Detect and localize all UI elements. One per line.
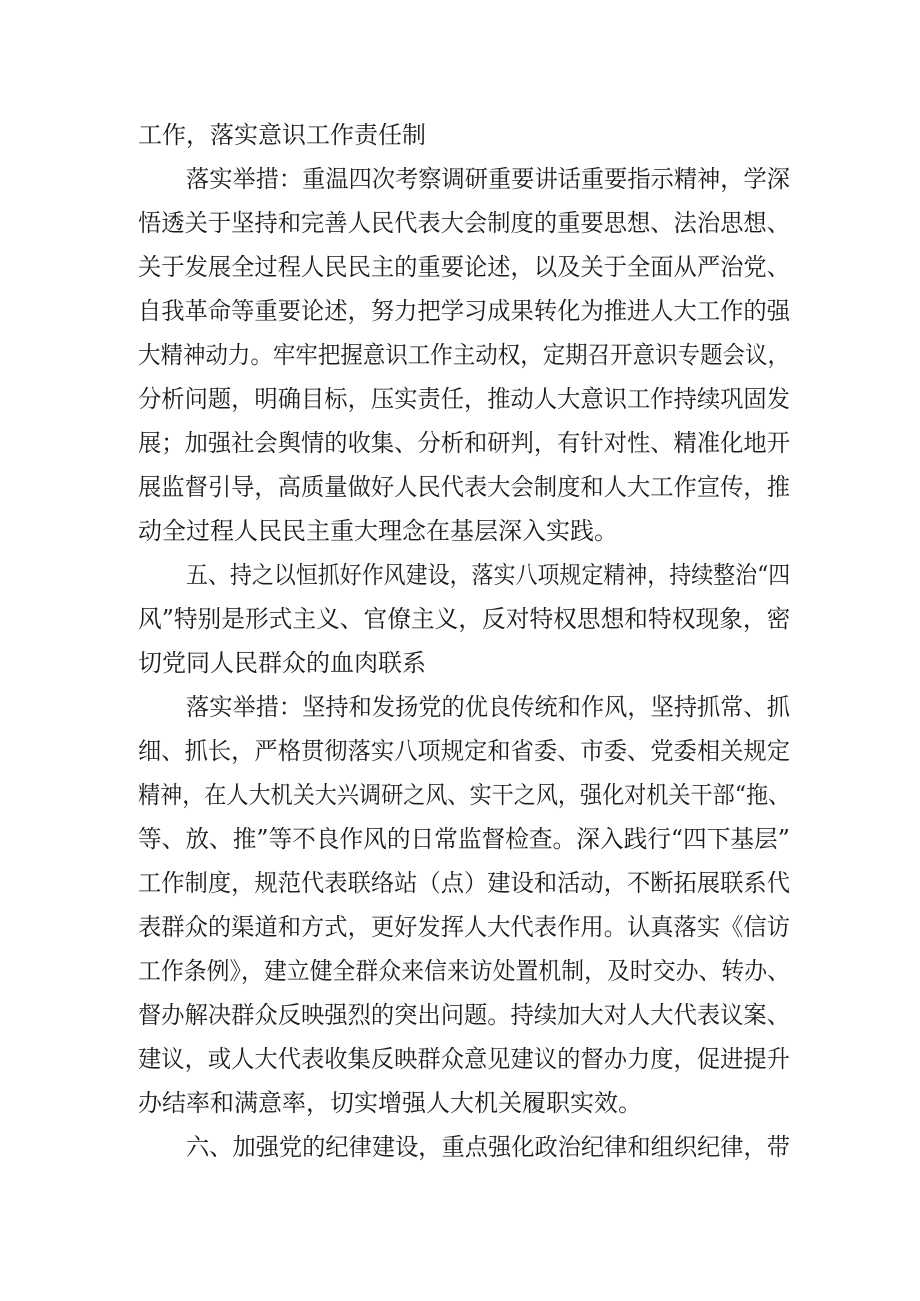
text-line: 动全过程人民民主重大理念在基层深入实践。 (138, 517, 618, 545)
text-line: 精神，在人大机关大兴调研之风、实干之风，强化对机关干部“拖、 (138, 781, 791, 809)
text-line: 等、放、推”等不良作风的日常监督检查。深入践行“四下基层” (138, 825, 790, 853)
text-line: 切党同人民群众的血肉联系 (138, 649, 426, 677)
text-line: 督办解决群众反映强烈的突出问题。持续加大对人大代表议案、 (138, 1001, 790, 1029)
text-line: 大精神动力。牢牢把握意识工作主动权，定期召开意识专题会议， (138, 341, 791, 369)
text-line: 工作制度，规范代表联络站（点）建设和活动，不断拓展联系代 (138, 869, 790, 897)
text-line: 表群众的渠道和方式，更好发挥人大代表作用。认真落实《信访 (138, 913, 790, 941)
text-line: 自我革命等重要论述，努力把学习成果转化为推进人大工作的强 (138, 297, 790, 325)
text-line: 细、抓长，严格贯彻落实八项规定和省委、市委、党委相关规定 (138, 737, 790, 765)
text-line: 分析问题，明确目标，压实责任，推动人大意识工作持续巩固发 (138, 385, 790, 413)
text-line: 落实举措：重温四次考察调研重要讲话重要指示精神，学深 (186, 165, 790, 193)
text-line: 展监督引导，高质量做好人民代表大会制度和人大工作宣传，推 (138, 473, 790, 501)
text-line: 六、加强党的纪律建设，重点强化政治纪律和组织纪律，带 (186, 1133, 790, 1161)
text-line: 建议，或人大代表收集反映群众意见建议的督办力度，促进提升 (138, 1045, 790, 1073)
text-line: 工作，落实意识工作责任制 (138, 121, 426, 149)
text-line: 关于发展全过程人民民主的重要论述，以及关于全面从严治党、 (138, 253, 790, 281)
text-line: 工作条例》，建立健全群众来信来访处置机制，及时交办、转办、 (138, 957, 790, 985)
text-line: 五、持之以恒抓好作风建设，落实八项规定精神，持续整治“四 (186, 561, 791, 589)
text-line: 悟透关于坚持和完善人民代表大会制度的重要思想、法治思想、 (138, 209, 790, 237)
text-line: 办结率和满意率，切实增强人大机关履职实效。 (138, 1089, 642, 1117)
text-line: 展；加强社会舆情的收集、分析和研判，有针对性、精准化地开 (138, 429, 790, 457)
text-line: 风”特别是形式主义、官僚主义，反对特权思想和特权现象，密 (138, 605, 791, 633)
text-line: 落实举措：坚持和发扬党的优良传统和作风，坚持抓常、抓 (186, 693, 790, 721)
